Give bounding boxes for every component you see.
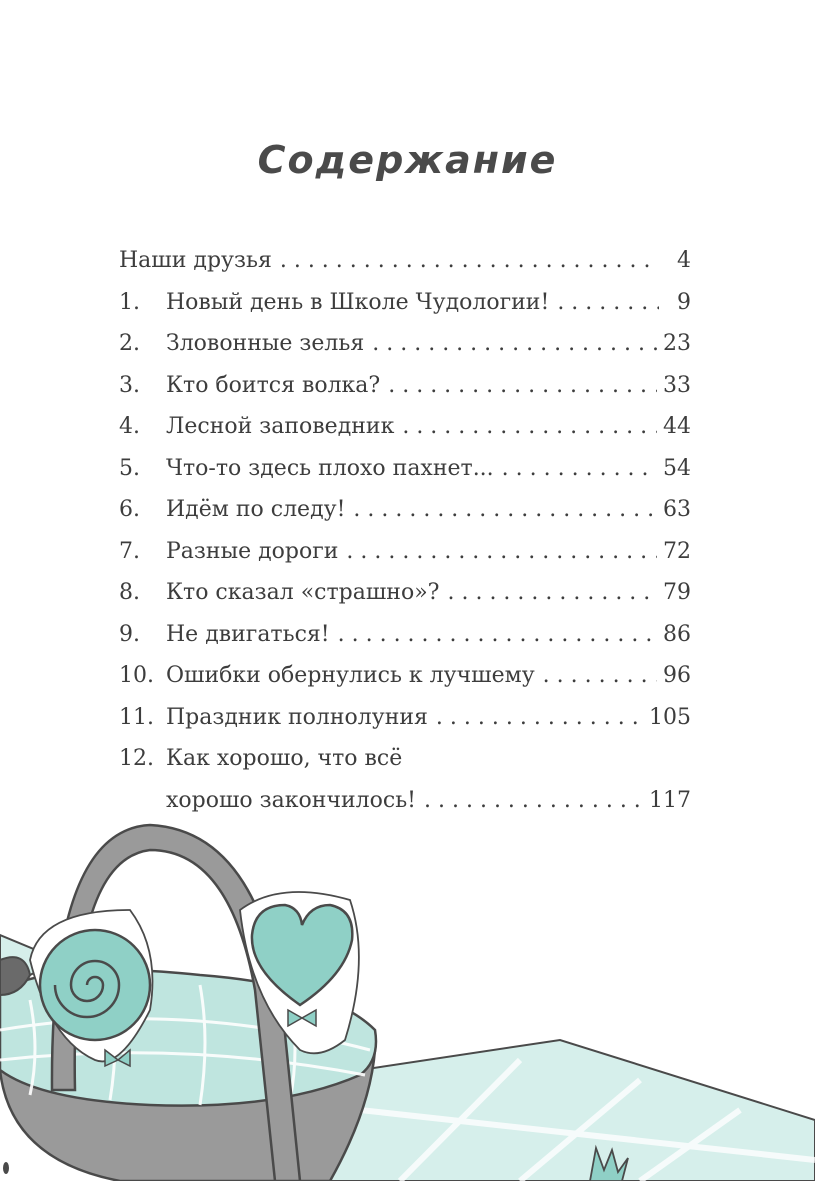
toc-entry-title: Не двигаться! — [166, 621, 330, 647]
toc-entry-number: 6. — [119, 497, 140, 522]
toc-entry-number: 12. — [119, 746, 154, 771]
toc-entry-page: 44 — [663, 414, 691, 439]
toc-entry-12[interactable] — [119, 738, 691, 821]
toc-entry-6[interactable] — [119, 489, 691, 531]
toc-entry-page: 23 — [663, 331, 691, 356]
toc-entry-title: Идём по следу! — [166, 497, 346, 522]
toc-entry-1[interactable] — [119, 282, 691, 324]
toc-entry-4[interactable] — [119, 406, 691, 448]
dot-leader — [338, 614, 657, 656]
toc-entry-10[interactable] — [119, 655, 691, 697]
toc-entry-page: 33 — [663, 372, 691, 398]
toc-entry-title: Новый день в Школе Чудологии! — [166, 289, 550, 315]
dot-leader — [436, 697, 643, 739]
toc-entry-7[interactable] — [119, 531, 691, 573]
dot-leader — [346, 531, 657, 573]
toc-entry-page: 63 — [663, 497, 691, 522]
dot-leader — [402, 406, 657, 448]
toc-entry-3[interactable] — [119, 365, 691, 407]
toc-entry-title-continued: хорошо закончилось! — [166, 787, 417, 813]
toc-entry-number: 11. — [119, 704, 154, 730]
toc-entry-title: Зловонные зелья — [166, 331, 365, 356]
toc-entry-intro[interactable] — [119, 240, 691, 282]
toc-entry-title: Разные дороги — [166, 538, 339, 564]
swirl-lollipop — [40, 930, 150, 1040]
dot-leader — [447, 572, 657, 614]
toc-entry-title: Что-то здесь плохо пахнет... — [166, 455, 494, 481]
toc-entry-page: 72 — [663, 538, 691, 564]
table-of-contents — [119, 240, 691, 821]
toc-entry-page: 105 — [649, 704, 691, 730]
dot-leader — [372, 323, 657, 365]
basket-lollipops-illustration — [0, 820, 815, 1181]
toc-entry-page: 9 — [677, 289, 691, 315]
dot-leader — [424, 780, 643, 822]
toc-entry-5[interactable] — [119, 448, 691, 490]
toc-entry-number: 10. — [119, 663, 154, 688]
toc-entry-page: 79 — [663, 580, 691, 605]
toc-entry-11[interactable] — [119, 697, 691, 739]
toc-entry-page: 96 — [663, 663, 691, 688]
dot-leader — [502, 448, 657, 490]
toc-entry-page: 54 — [663, 455, 691, 481]
toc-entry-title: Кто боится волка? — [166, 372, 381, 398]
toc-entry-8[interactable] — [119, 572, 691, 614]
toc-entry-page: 117 — [649, 787, 691, 813]
toc-entry-title: Праздник полнолуния — [166, 704, 428, 730]
toc-entry-number: 1. — [119, 289, 140, 315]
toc-entry-number: 4. — [119, 414, 140, 439]
toc-entry-9[interactable] — [119, 614, 691, 656]
dot-leader — [388, 365, 657, 407]
dot-leader — [543, 655, 657, 697]
toc-entry-number: 3. — [119, 372, 140, 398]
toc-entry-page: 4 — [677, 248, 691, 273]
toc-entry-number: 9. — [119, 621, 140, 647]
toc-entry-2[interactable] — [119, 323, 691, 365]
toc-entry-title: Кто сказал «страшно»? — [166, 580, 440, 605]
toc-entry-number: 7. — [119, 538, 140, 564]
toc-entry-number: 2. — [119, 331, 140, 356]
toc-entry-title: Как хорошо, что всё — [166, 746, 403, 771]
toc-entry-page: 86 — [663, 621, 691, 647]
toc-entry-title: Ошибки обернулись к лучшему — [166, 663, 535, 688]
toc-entry-number: 8. — [119, 580, 140, 605]
toc-entry-title: Лесной заповедник — [166, 414, 395, 439]
page-title: Содержание — [257, 138, 558, 182]
dot-leader — [280, 240, 659, 282]
toc-entry-title: Наши друзья — [119, 248, 272, 273]
dot-leader — [557, 282, 659, 324]
dot-leader — [353, 489, 657, 531]
toc-entry-number: 5. — [119, 455, 140, 481]
